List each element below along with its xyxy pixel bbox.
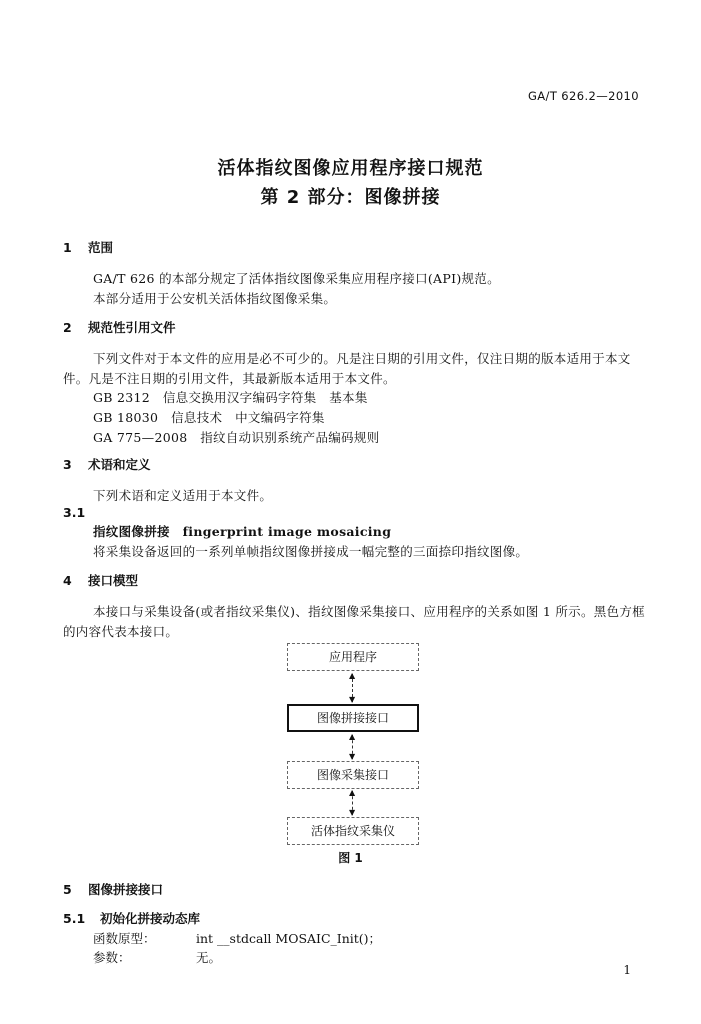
parameter-label: 参数：	[93, 950, 131, 965]
paragraph: GA/T 626 的本部分规定了活体指纹图像采集应用程序接口(API)规范。	[93, 271, 500, 286]
arrow-up-icon: ▲	[349, 671, 356, 680]
bidirectional-arrow	[349, 788, 356, 817]
document-title: 活体指纹图像应用程序接口规范	[217, 158, 484, 179]
section-number: 5	[63, 882, 72, 897]
subsection-title: 初始化拼接动态库	[100, 911, 201, 926]
paragraph: 本接口与采集设备(或者指纹采集仪)、指纹图像采集接口、应用程序的关系如图 1 所示。黑色方框	[93, 604, 645, 619]
section-title: 范围	[88, 240, 114, 255]
section-title: 图像拼接接口	[88, 882, 164, 897]
paragraph-continuation: 的内容代表本接口。	[63, 624, 179, 639]
subsection-number: 3.1	[63, 505, 86, 520]
figure-caption: 图 1	[338, 851, 363, 865]
reference-item: GB 18030 信息技术 中文编码字符集	[93, 410, 325, 425]
section-number: 4	[63, 573, 72, 588]
capture-interface-box: 图像采集接口	[287, 761, 419, 789]
prototype-value: int __stdcall MOSAIC_Init()；	[196, 931, 382, 946]
reference-item: GA 775—2008 指纹自动识别系统产品编码规则	[93, 430, 380, 445]
scanner-device-box: 活体指纹采集仪	[287, 817, 419, 845]
parameter-value: 无。	[196, 950, 222, 965]
prototype-label: 函数原型：	[93, 931, 156, 946]
document-subtitle: 第 2 部分：图像拼接	[260, 187, 441, 208]
paragraph: 下列术语和定义适用于本文件。	[93, 488, 273, 503]
paragraph-continuation: 件。凡是不注日期的引用文件，其最新版本适用于本文件。	[63, 371, 396, 386]
section-1-heading	[63, 238, 113, 256]
bidirectional-arrow	[349, 671, 356, 704]
section-number: 3	[63, 457, 72, 472]
section-3-heading	[63, 455, 151, 473]
page-number: 1	[623, 963, 631, 977]
reference-item: GB 2312 信息交换用汉字编码字符集 基本集	[93, 390, 368, 405]
section-number: 2	[63, 320, 72, 335]
section-title: 规范性引用文件	[88, 320, 176, 335]
arrow-down-icon: ▼	[349, 752, 356, 761]
bidirectional-arrow	[349, 732, 356, 761]
arrow-up-icon: ▲	[349, 732, 356, 741]
section-number: 1	[63, 240, 72, 255]
subsection-5-1-heading	[63, 909, 200, 927]
paragraph: 下列文件对于本文件的应用是必不可少的。凡是注日期的引用文件，仅注日期的版本适用于本文	[93, 351, 631, 366]
section-title: 术语和定义	[88, 457, 151, 472]
subsection-number: 5.1	[63, 911, 86, 926]
arrow-down-icon: ▼	[349, 808, 356, 817]
paragraph: 本部分适用于公安机关活体指纹图像采集。	[93, 291, 337, 306]
application-box: 应用程序	[287, 643, 419, 671]
section-4-heading	[63, 571, 138, 589]
term-definition: 将采集设备返回的一系列单帧指纹图像拼接成一幅完整的三面捺印指纹图像。	[93, 544, 529, 559]
standard-code: GA/T 626.2—2010	[527, 89, 639, 103]
section-2-heading	[63, 318, 176, 336]
term-entry: 指纹图像拼接 fingerprint image mosaicing	[93, 524, 392, 539]
mosaic-interface-box: 图像拼接接口	[287, 704, 419, 732]
section-title: 接口模型	[88, 573, 139, 588]
section-5-heading	[63, 880, 163, 898]
arrow-up-icon: ▲	[349, 788, 356, 797]
arrow-down-icon: ▼	[349, 695, 356, 704]
